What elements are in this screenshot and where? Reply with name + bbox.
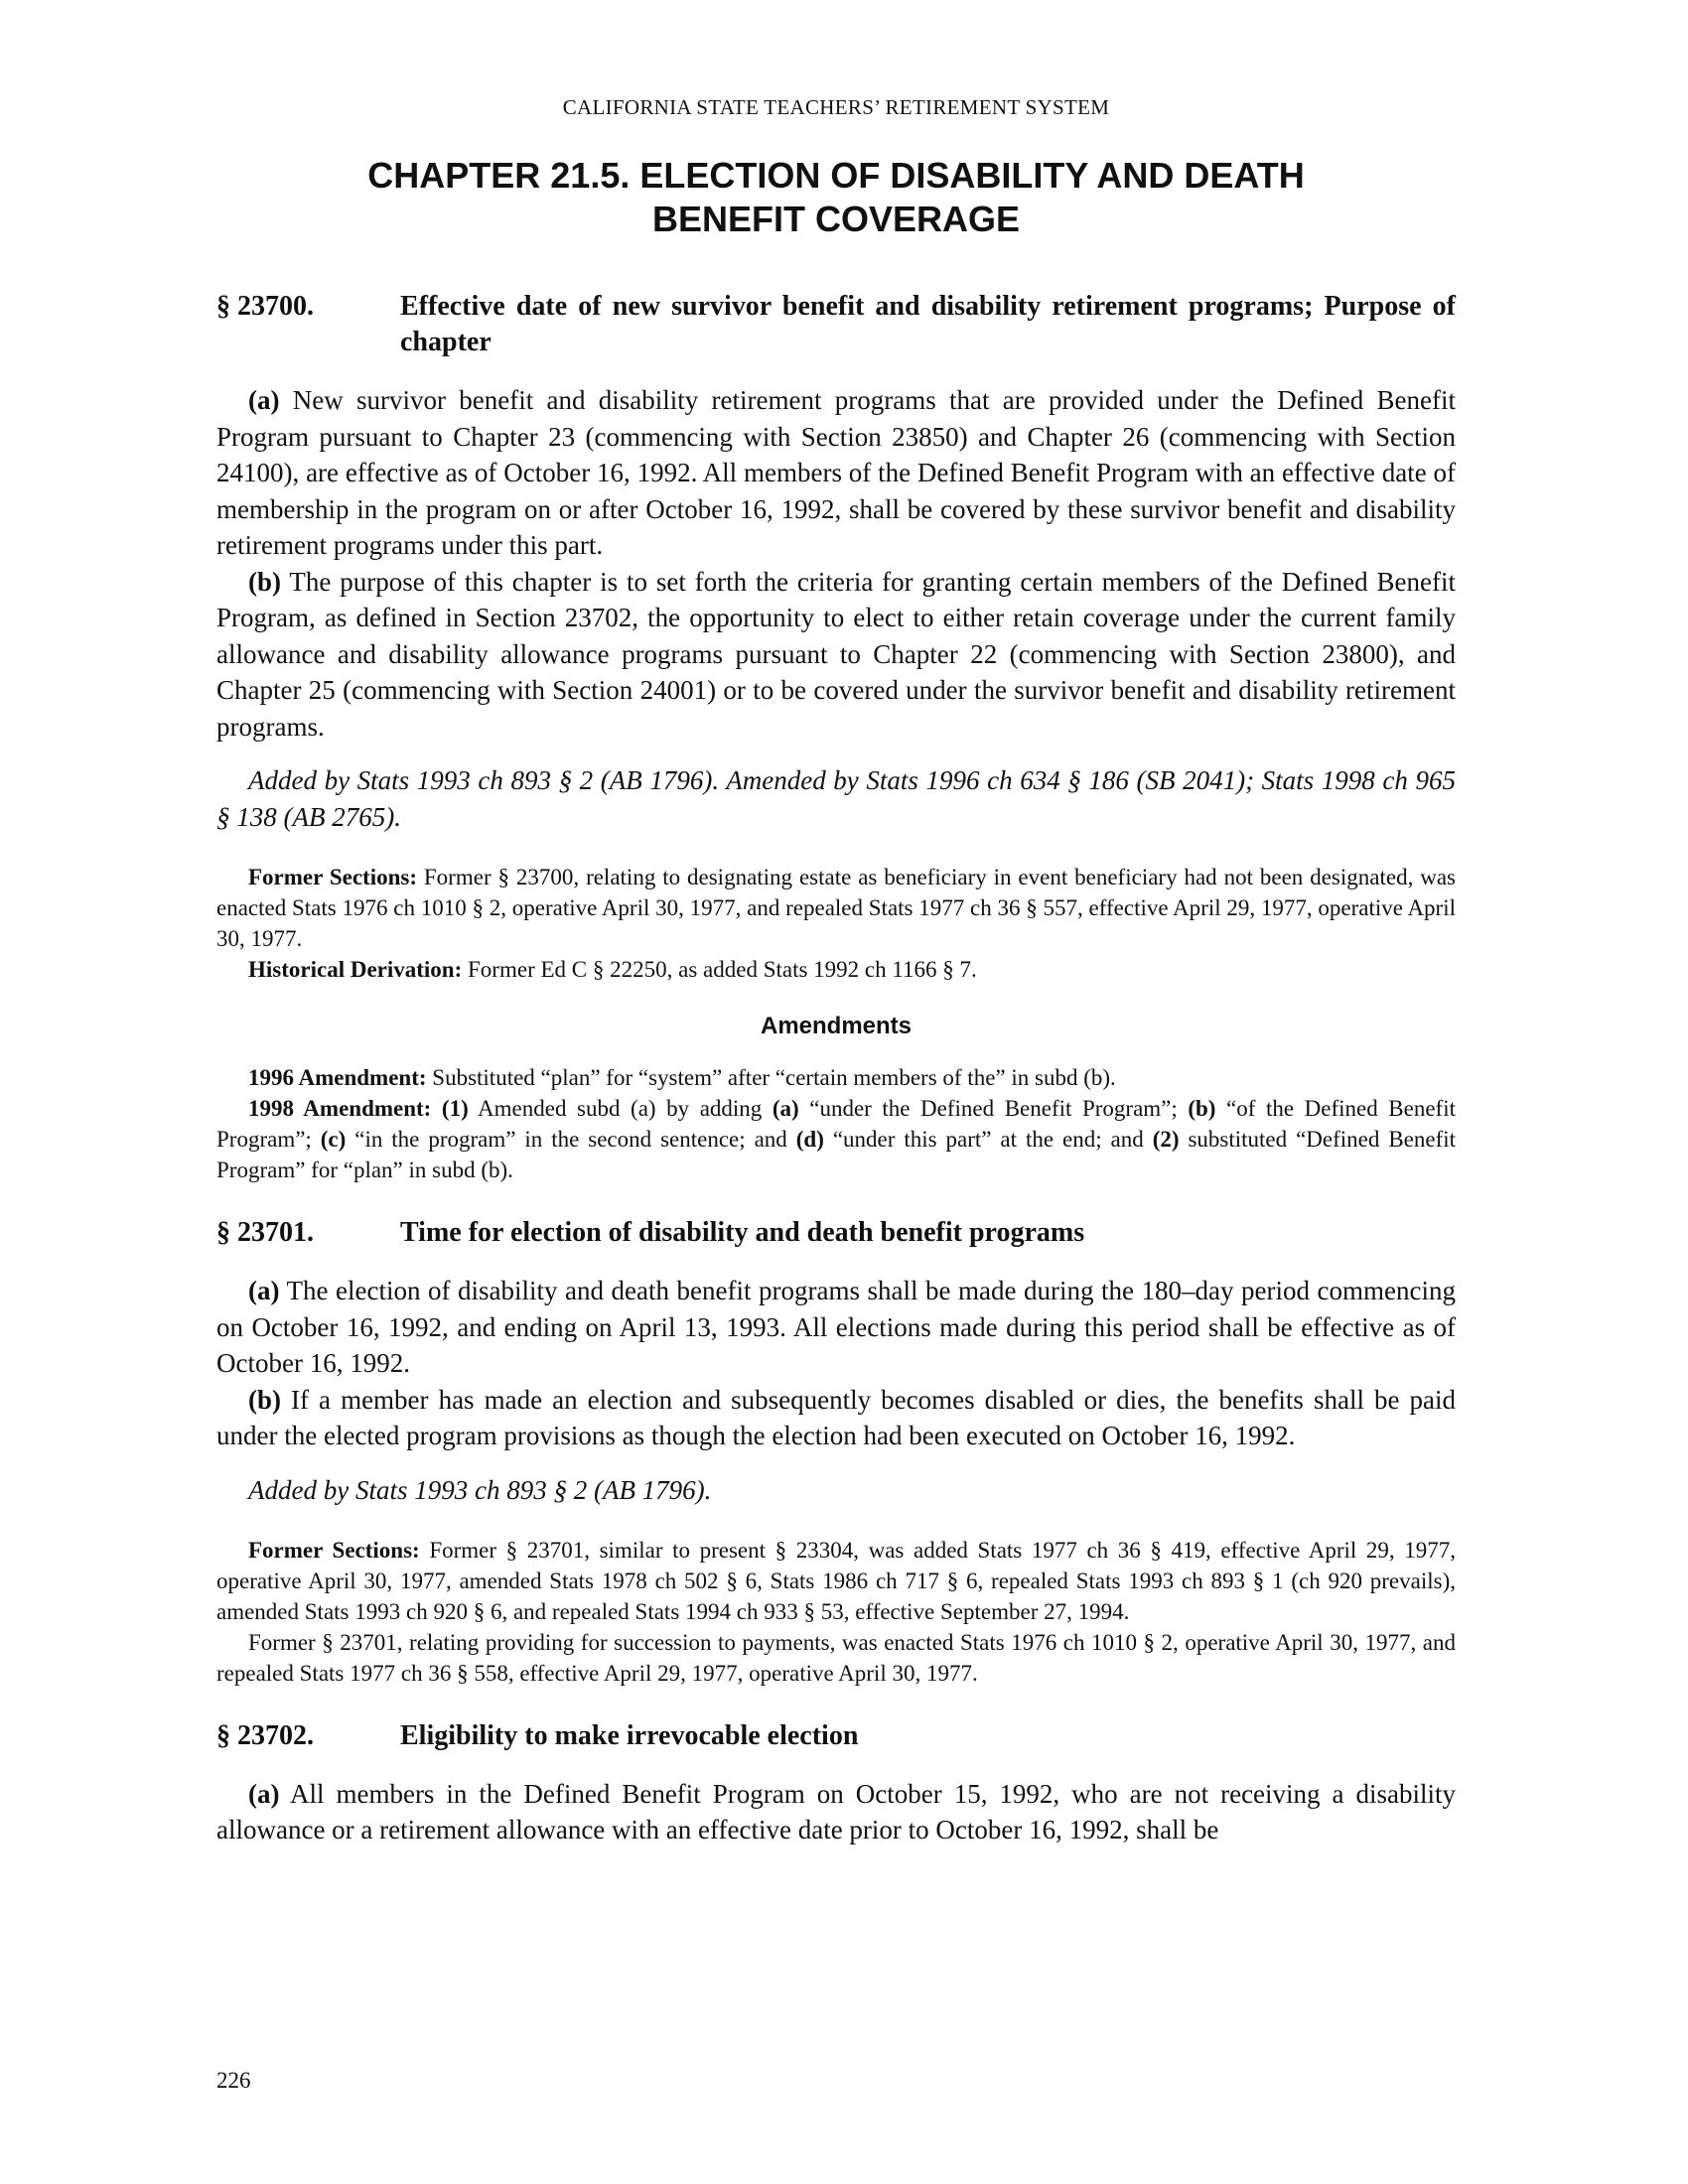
section-23701-subd-a: (a) The election of disability and death benefit programs shall be made during the 180–day period commencing on October 16, 1992, and ending on April 13, 1993. All elections made during this period shall be effective as of October 16, 1992. [216,1276,1456,1378]
section-23701-history: Added by Stats 1993 ch 893 § 2 (AB 1796). [248,1474,712,1505]
section-23701-heading [216,1215,1456,1251]
section-number: § 23700. [216,291,314,322]
section-23701-former-sections: Former Sections: Former § 23701, similar to present § 23304, was added Stats 1977 ch 36 § 419, effective April 29, 1977, operative April 30, 1977, amended Stats 1978 ch 502 § 6, Stats 1986 ch 717 § 6, repealed Stats 1993 ch 893 § 1 (ch 920 prevails), amended Stats 1993 ch 920 § 6, and repealed Stats 1994 ch 933 § 53, effective September 27, 1994. [216,1537,1457,1624]
document-page [216,95,1456,1848]
amendment-1998: 1998 Amendment: (1) Amended subd (a) by adding (a) “under the Defined Benefit Program”; (b) “of the Defined Benefit Program”; (c) “in the program” in the second sentence; and (d) “under this part” at the end; and (2) substituted “Defined Benefit Program” for “plan” in subd (b). [216,1096,1457,1182]
subdivision-label: (b) [248,1384,281,1415]
section-number: § 23701. [216,1217,314,1248]
subdivision-label: (a) [248,1276,280,1305]
section-title: Time for election of disability and death benefit programs [400,1217,1085,1248]
subdivision-label: (a) [248,1778,280,1809]
section-number: § 23702. [216,1719,314,1751]
section-23700-history: Added by Stats 1993 ch 893 § 2 (AB 1796). Amended by Stats 1996 ch 634 § 186 (SB 2041); Stats 1998 ch 965 § 138 (AB 2765). [216,765,1456,832]
amendment-1996: 1996 Amendment: Substituted “plan” for “system” after “certain members of the” in subd (b). [248,1065,1116,1090]
subdivision-label: (b) [248,566,281,597]
section-title: Eligibility to make irrevocable election [400,1719,859,1751]
section-23701-former-sections-2: Former § 23701, relating providing for succession to payments, was enacted Stats 1976 ch 1010 § 2, operative April 30, 1977, and repealed Stats 1977 ch 36 § 558, effective April 29, 1977, operative April 30, 1977. [216,1629,1456,1686]
subdivision-label: (a) [248,385,280,415]
page-number: 226 [216,2068,251,2093]
chapter-title [216,154,1456,241]
section-23702-subd-a: (a) All members in the Defined Benefit Program on October 15, 1992, who are not receiving a disability allowance or a retirement allowance with an effective date prior to October 16, 1992, shall be [216,1778,1456,1844]
section-23700-subd-b: (b) The purpose of this chapter is to set forth the criteria for granting certain members of the Defined Benefit Program, as defined in Section 23702, the opportunity to elect to either retain coverage under the current family allowance and disability allowance programs pursuant to Chapter 22 (commencing with Section 23800), and Chapter 25 (commencing with Section 24001) or to be covered under the survivor benefit and disability retirement programs. [216,566,1456,742]
section-23702-heading [216,1718,1456,1754]
section-23700-historical-derivation: Historical Derivation: Former Ed C § 22250, as added Stats 1992 ch 1166 § 7. [248,957,977,982]
amendments-heading: Amendments [760,1013,913,1039]
section-23700-former-sections: Former Sections: Former § 23700, relating to designating estate as beneficiary in event beneficiary had not been designated, was enacted Stats 1976 ch 1010 § 2, operative April 30, 1977, and repealed Stats 1977 ch 36 § 557, effective April 29, 1977, operative April 30, 1977. [216,865,1456,951]
section-23701-subd-b: (b) If a member has made an election and subsequently becomes disabled or dies, the benefits shall be paid under the elected program provisions as though the election had been executed on October 16, 1992. [216,1384,1456,1450]
section-title: Effective date of new survivor benefit and disability retirement programs; Purpose of chapter [400,291,1456,357]
section-23700-heading [216,289,1456,360]
section-23700-subd-a: (a) New survivor benefit and disability retirement programs that are provided under the Defined Benefit Program pursuant to Chapter 23 (commencing with Section 23850) and Chapter 26 (commencing with Section 24100), are effective as of October 16, 1992. All members of the Defined Benefit Program with an effective date of membership in the program on or after October 16, 1992, shall be covered by these survivor benefit and disability retirement programs under this part. [216,385,1456,560]
chapter-title-line-2: BENEFIT COVERAGE [651,199,1021,239]
chapter-title-line-1: CHAPTER 21.5. ELECTION OF DISABILITY AND DEATH [367,155,1305,196]
running-header: CALIFORNIA STATE TEACHERS’ RETIREMENT SYSTEM [562,95,1110,119]
